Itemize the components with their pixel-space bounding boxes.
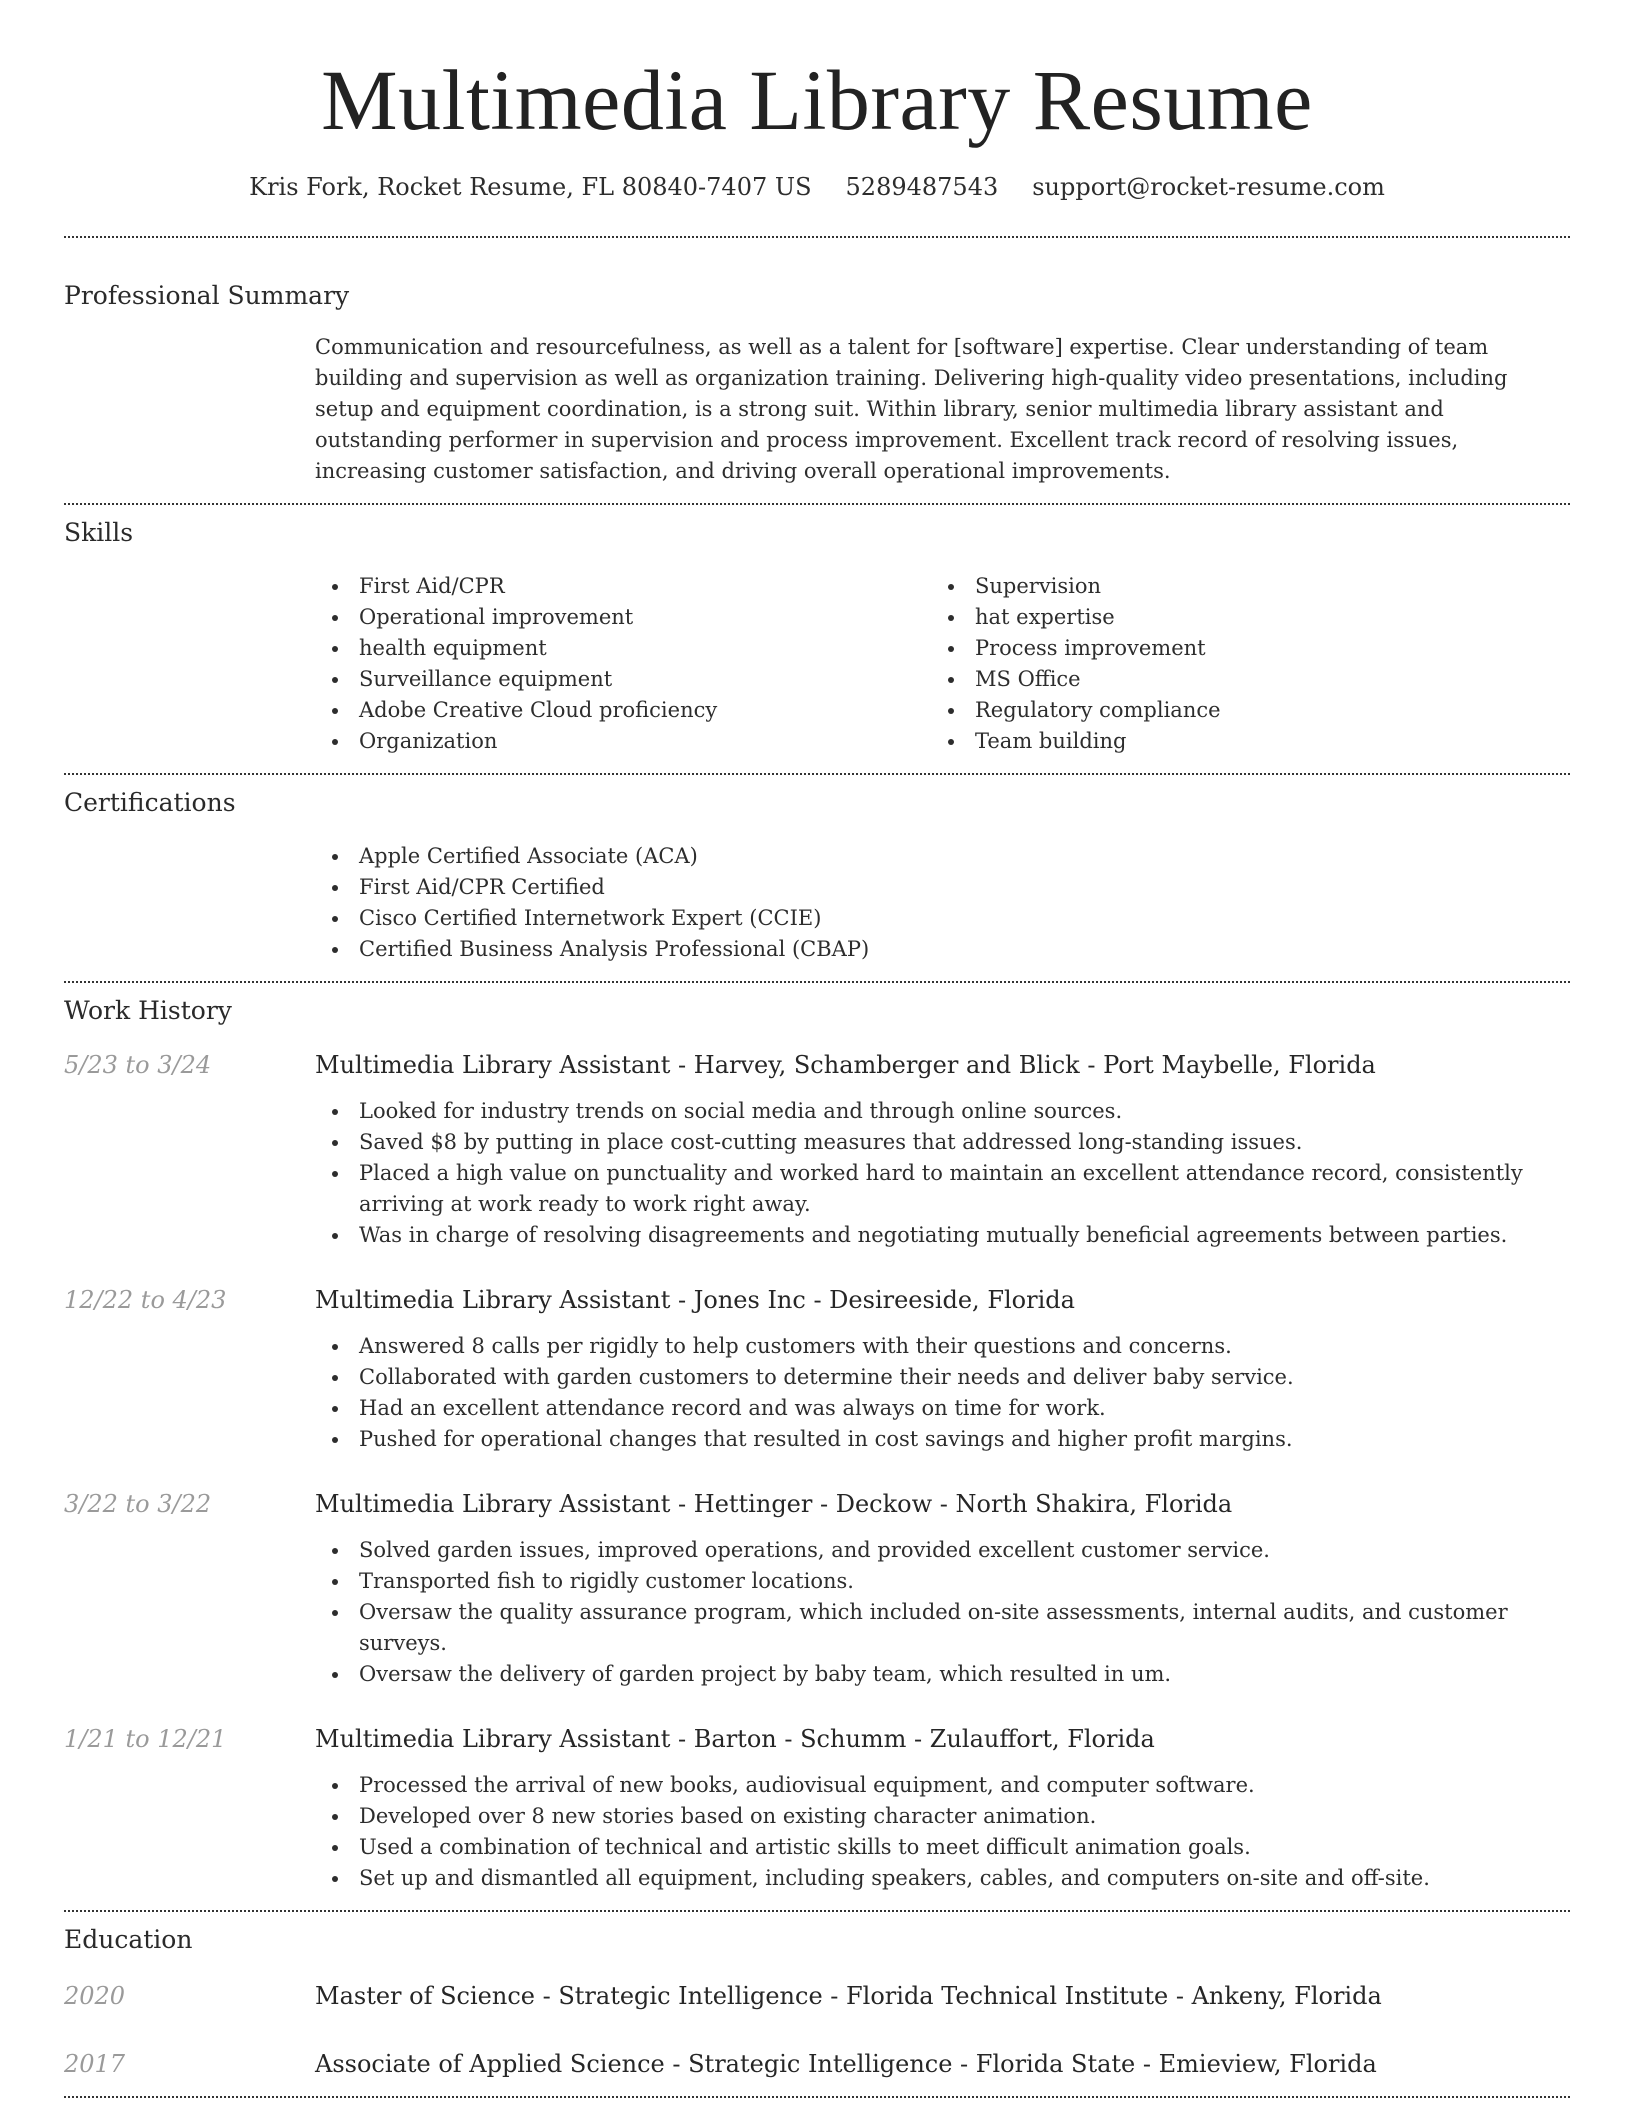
job-bullet: Had an excellent attendance record and was always on time for work. [315,1393,1570,1424]
job-bullet: Collaborated with garden customers to determine their needs and deliver baby service. [315,1362,1570,1393]
job-entry [64,1049,1570,1251]
job-bullet: Set up and dismantled all equipment, including speakers, cables, and computers on-site and off-site. [315,1863,1570,1894]
contact-phone: 5289487543 [845,173,999,201]
education-entry [64,2048,1570,2080]
contact-line [64,172,1570,202]
skill-item: First Aid/CPR [315,571,931,602]
education-year: 2020 [64,1982,126,2010]
job-bullet: Looked for industry trends on social media and through online sources. [315,1096,1570,1127]
job-bullets [315,1331,1570,1455]
job-bullet: Placed a high value on punctuality and worked hard to maintain an excellent attendance record, consistently arriving at work ready to work right away. [315,1158,1570,1220]
skills-grid [315,571,1570,757]
skill-item: Regulatory compliance [931,695,1531,726]
job-entry [64,1723,1570,1894]
resume-title: Multimedia Library Resume [321,52,1313,148]
skill-item: health equipment [315,633,931,664]
job-dates: 1/21 to 12/21 [64,1725,227,1753]
job-dates: 3/22 to 3/22 [64,1490,212,1518]
job-bullet: Used a combination of technical and artistic skills to meet difficult animation goals. [315,1832,1570,1863]
education-degree: Master of Science - Strategic Intelligence - Florida Technical Institute - Ankeny, Florida [315,1982,1382,2010]
contact-address: Kris Fork, Rocket Resume, FL 80840-7407 US [249,173,812,201]
job-title: Multimedia Library Assistant - Hettinger - Deckow - North Shakira, Florida [315,1490,1233,1518]
certification-item: Apple Certified Associate (ACA) [315,841,1570,872]
job-bullets [315,1096,1570,1251]
job-entry [64,1284,1570,1455]
job-entry [64,1488,1570,1690]
job-header [64,1284,1570,1316]
skill-item: MS Office [931,664,1531,695]
certification-item: Certified Business Analysis Professional (CBAP) [315,934,1570,965]
skill-item: Adobe Creative Cloud proficiency [315,695,931,726]
education-entry [64,1980,1570,2012]
skill-item: Organization [315,726,931,757]
summary-text: Communication and resourcefulness, as well as a talent for [software] expertise. Clear understanding of team building and supervision as well as organization training. Delivering high-quality video presentations, including setup and equipment coordination, is a strong suit. Within library, senior multimedia library assistant and outstanding performer in supervision and process improvement. Excellent track record of resolving issues, increasing customer satisfaction, and driving overall operational improvements. [315,335,1508,483]
skill-item: hat expertise [931,602,1531,633]
job-title: Multimedia Library Assistant - Barton - Schumm - Zulauffort, Florida [315,1725,1155,1753]
education-degree: Associate of Applied Science - Strategic Intelligence - Florida State - Emieview, Florida [315,2050,1377,2078]
job-bullet: Oversaw the delivery of garden project by baby team, which resulted in um. [315,1659,1570,1690]
job-bullet: Transported fish to rigidly customer locations. [315,1566,1570,1597]
job-bullet: Processed the arrival of new books, audiovisual equipment, and computer software. [315,1770,1570,1801]
contact-email: support@rocket-resume.com [1032,173,1385,201]
work-history-section [64,983,1570,1910]
skill-item: Supervision [931,571,1531,602]
certifications-section [64,775,1570,981]
skills-section [64,505,1570,773]
skills-list-left [315,571,931,757]
skill-item: Operational improvement [315,602,931,633]
skills-heading: Skills [64,518,134,547]
job-bullet: Developed over 8 new stories based on existing character animation. [315,1801,1570,1832]
skill-item: Surveillance equipment [315,664,931,695]
job-bullet: Saved $8 by putting in place cost-cutting measures that addressed long-standing issues. [315,1127,1570,1158]
work-history-heading: Work History [64,996,232,1025]
summary-heading: Professional Summary [64,281,350,310]
certification-item: Cisco Certified Internetwork Expert (CCIE) [315,903,1570,934]
job-bullet: Was in charge of resolving disagreements and negotiating mutually beneficial agreements between parties. [315,1220,1570,1251]
skill-item: Process improvement [931,633,1531,664]
education-section [64,1912,1570,2096]
job-dates: 5/23 to 3/24 [64,1051,212,1079]
education-heading: Education [64,1925,193,1954]
job-header [64,1488,1570,1520]
education-year: 2017 [64,2050,126,2078]
job-header [64,1723,1570,1755]
certification-item: First Aid/CPR Certified [315,872,1570,903]
job-bullet: Solved garden issues, improved operations, and provided excellent customer service. [315,1535,1570,1566]
job-header [64,1049,1570,1081]
job-title: Multimedia Library Assistant - Harvey, Schamberger and Blick - Port Maybelle, Florida [315,1051,1376,1079]
certifications-heading: Certifications [64,788,236,817]
job-title: Multimedia Library Assistant - Jones Inc - Desireeside, Florida [315,1286,1075,1314]
job-bullets [315,1770,1570,1894]
summary-section [64,238,1570,503]
job-dates: 12/22 to 4/23 [64,1286,227,1314]
job-bullets [315,1535,1570,1690]
skills-list-right [931,571,1531,757]
resume-page [64,0,1570,2098]
job-bullet: Oversaw the quality assurance program, which included on-site assessments, internal audits, and customer surveys. [315,1597,1570,1659]
job-bullet: Answered 8 calls per rigidly to help customers with their questions and concerns. [315,1331,1570,1362]
job-bullet: Pushed for operational changes that resulted in cost savings and higher profit margins. [315,1424,1570,1455]
certifications-list [315,841,1570,965]
divider [64,2096,1570,2098]
skill-item: Team building [931,726,1531,757]
